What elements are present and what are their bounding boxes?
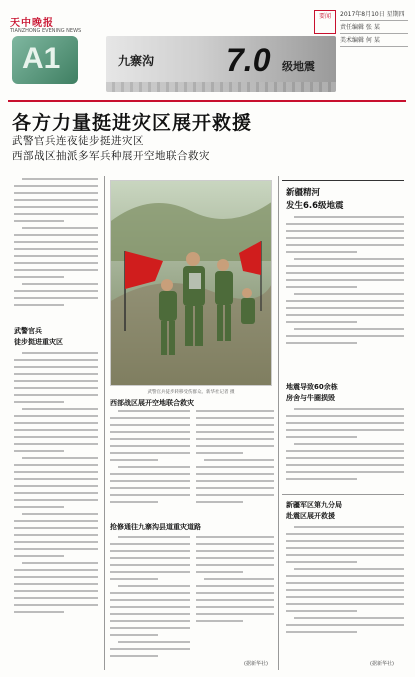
rescue-photo <box>110 180 272 386</box>
banner-magnitude: 7.0 <box>226 42 271 78</box>
section-title-xinjiang-2: 发生6.6级地震 <box>286 201 344 211</box>
subheadline-2: 西部战区抽派多军兵种展开空地联合救灾 <box>12 150 210 162</box>
photo-caption: 武警官兵徒步转移受伤群众。新华社记者 摄 <box>147 390 235 395</box>
section-title-xibu: 西部战区展开空地联合救灾 <box>110 399 194 407</box>
right-column-rule <box>282 180 404 181</box>
right-column-separator <box>282 494 404 495</box>
article-body-qiangxian-right <box>196 536 274 656</box>
masthead-rule <box>8 100 406 102</box>
logo-subtitle: TIANZHONG EVENING NEWS <box>10 28 82 34</box>
article-body-xinjiang <box>286 216 404 352</box>
editor-line: 责任编辑 张 某 <box>340 23 408 34</box>
article-body-xibu-right <box>196 410 274 520</box>
section-title-xinjiang-1: 新疆精河 <box>286 188 321 198</box>
seismic-wave-graphic <box>106 82 336 92</box>
section-title-wujing-2: 徒步挺进重灾区 <box>14 338 63 346</box>
edition-label: 要闻 <box>314 10 336 34</box>
section-mark: A1 <box>22 42 61 75</box>
section-title-junqu-1: 新疆军区第九分局 <box>286 501 342 509</box>
banner-location: 九寨沟 <box>118 54 155 68</box>
newspaper-logo <box>8 14 90 88</box>
earthquake-banner <box>106 36 336 92</box>
date-info <box>340 10 408 49</box>
section-title-qiangxian: 抢修通往九寨沟县道重灾道路 <box>110 523 201 531</box>
section-title-dizhen-2: 房舍与牛圈损毁 <box>286 394 335 402</box>
article-body-dizhen <box>286 408 404 488</box>
section-title-dizhen-1: 地震导致60余栋 <box>286 383 338 391</box>
section-title-junqu-2: 赴震区展开救援 <box>286 512 335 520</box>
column-divider-right <box>278 176 279 670</box>
rescue-photo-graphic <box>111 181 272 386</box>
article-body-left-top <box>14 178 98 316</box>
source-note-right: (据新华社) <box>370 661 394 667</box>
column-divider-left <box>104 176 105 670</box>
date-line: 2017年8月10日 星期四 <box>340 10 408 21</box>
section-mark-badge <box>12 36 78 84</box>
article-body-qiangxian-left <box>110 536 190 668</box>
subheadline-1: 武警官兵连夜徒步挺进灾区 <box>12 135 144 147</box>
page-headline: 各方力量挺进灾区展开救援 <box>12 112 253 134</box>
logo-title: 天中晚报 <box>10 18 54 29</box>
article-body-left-bottom <box>14 352 98 670</box>
masthead <box>8 6 408 102</box>
source-note-center: (据新华社) <box>244 661 268 667</box>
article-body-junqu <box>286 526 404 656</box>
section-title-wujing-1: 武警官兵 <box>14 327 42 335</box>
article-body-xibu-left <box>110 410 190 520</box>
designer-line: 美术编辑 何 某 <box>340 36 408 47</box>
banner-suffix: 级地震 <box>282 60 315 73</box>
